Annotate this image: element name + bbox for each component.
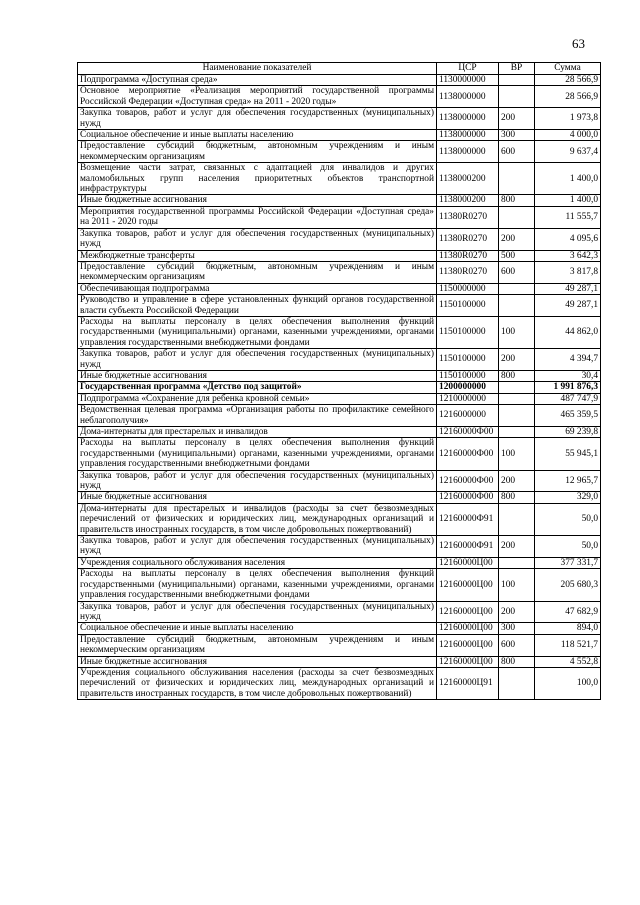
cell-sum: 4 000,0 [535, 130, 601, 141]
cell-sum: 1 400,0 [535, 163, 601, 195]
cell-vr [499, 86, 535, 108]
cell-sum: 894,0 [535, 623, 601, 634]
cell-sum: 4 095,6 [535, 228, 601, 250]
cell-sum: 205 680,3 [535, 569, 601, 601]
cell-sum: 50,0 [535, 503, 601, 535]
header-sum: Сумма [535, 63, 601, 75]
cell-name: Обеспечивающая подпрограмма [78, 283, 437, 294]
cell-sum: 1 400,0 [535, 195, 601, 206]
cell-name: Мероприятия государственной программы Российской Федерации «Доступная среда» на 2011 - 2020 годы [78, 206, 437, 228]
table-row [78, 261, 601, 283]
cell-name: Предоставление субсидий бюджетным, автономным учреждениям и иным некоммерческим организациям [78, 141, 437, 163]
table-row [78, 75, 601, 86]
table-row [78, 108, 601, 130]
cell-sum: 465 359,5 [535, 405, 601, 427]
cell-name: Иные бюджетные ассигнования [78, 656, 437, 667]
cell-name: Иные бюджетные ассигнования [78, 370, 437, 381]
cell-sum: 1 991 876,3 [535, 382, 601, 393]
cell-name: Предоставление субсидий бюджетным, автономным учреждениям и иным некоммерческим организациям [78, 634, 437, 656]
cell-csr: 12160000Ц00 [437, 656, 499, 667]
cell-csr: 12160000Ц91 [437, 667, 499, 699]
cell-vr: 100 [499, 316, 535, 348]
cell-vr: 800 [499, 656, 535, 667]
cell-vr: 500 [499, 250, 535, 261]
cell-csr: 1138000000 [437, 86, 499, 108]
cell-sum: 100,0 [535, 667, 601, 699]
cell-csr: 1200000000 [437, 382, 499, 393]
cell-name: Закупка товаров, работ и услуг для обеспечения государственных (муниципальных) нужд [78, 536, 437, 558]
table-row [78, 206, 601, 228]
cell-csr: 12160000Ф00 [437, 427, 499, 438]
cell-name: Иные бюджетные ассигнования [78, 492, 437, 503]
cell-vr [499, 557, 535, 568]
cell-csr: 1150100000 [437, 295, 499, 317]
table-body [78, 75, 601, 700]
cell-name: Основное мероприятие «Реализация мероприятий государственной программы Российской Федерации «Доступная среда» на 2011 - 2020 годы» [78, 86, 437, 108]
table-header-row [78, 63, 601, 75]
cell-name: Межбюджетные трансферты [78, 250, 437, 261]
cell-csr: 1138000200 [437, 163, 499, 195]
cell-name: Подпрограмма «Доступная среда» [78, 75, 437, 86]
cell-name: Социальное обеспечение и иные выплаты населению [78, 623, 437, 634]
table-row [78, 569, 601, 601]
cell-csr: 12160000Ц00 [437, 634, 499, 656]
cell-csr: 1150100000 [437, 349, 499, 371]
table-row [78, 601, 601, 623]
table-row [78, 405, 601, 427]
cell-csr: 12160000Ф00 [437, 438, 499, 470]
cell-vr: 300 [499, 623, 535, 634]
cell-sum: 30,4 [535, 370, 601, 381]
cell-vr: 600 [499, 261, 535, 283]
cell-vr [499, 206, 535, 228]
cell-csr: 11380R0270 [437, 228, 499, 250]
table-row [78, 427, 601, 438]
cell-name: Закупка товаров, работ и услуг для обеспечения государственных (муниципальных) нужд [78, 601, 437, 623]
cell-vr: 100 [499, 569, 535, 601]
cell-sum: 28 566,9 [535, 86, 601, 108]
table-row [78, 382, 601, 393]
cell-name: Учреждения социального обслуживания населения [78, 557, 437, 568]
cell-csr: 1138000000 [437, 108, 499, 130]
cell-vr: 200 [499, 601, 535, 623]
cell-csr: 12160000Ц00 [437, 623, 499, 634]
cell-csr: 12160000Ф00 [437, 470, 499, 492]
table-row [78, 130, 601, 141]
table-row [78, 141, 601, 163]
cell-name: Подпрограмма «Сохранение для ребенка кровной семьи» [78, 393, 437, 404]
cell-csr: 1150000000 [437, 283, 499, 294]
cell-vr [499, 295, 535, 317]
cell-vr [499, 503, 535, 535]
table-row [78, 86, 601, 108]
header-name: Наименование показателей [78, 63, 437, 75]
cell-name: Расходы на выплаты персоналу в целях обеспечения выполнения функций государственными (муниципальными) органами, казенными учреждениями, органами управления государственными внебюджетными фондами [78, 316, 437, 348]
table-row [78, 492, 601, 503]
cell-csr: 1138000200 [437, 195, 499, 206]
cell-sum: 4 394,7 [535, 349, 601, 371]
cell-sum: 4 552,8 [535, 656, 601, 667]
cell-sum: 487 747,9 [535, 393, 601, 404]
cell-vr [499, 382, 535, 393]
table-row [78, 370, 601, 381]
cell-csr: 1150100000 [437, 316, 499, 348]
cell-vr: 100 [499, 438, 535, 470]
table-row [78, 349, 601, 371]
table-row [78, 195, 601, 206]
cell-name: Предоставление субсидий бюджетным, автономным учреждениям и иным некоммерческим организациям [78, 261, 437, 283]
table-row [78, 295, 601, 317]
table-row [78, 393, 601, 404]
cell-name: Закупка товаров, работ и услуг для обеспечения государственных (муниципальных) нужд [78, 228, 437, 250]
table-row [78, 283, 601, 294]
cell-vr: 800 [499, 492, 535, 503]
table-row [78, 250, 601, 261]
table-row [78, 634, 601, 656]
cell-name: Учреждения социального обслуживания населения (расходы за счет безвозмездных перечислений от физических и юридических лиц, международных организаций и правительств иностранных государств, в том числе добровольных пожертвований) [78, 667, 437, 699]
cell-vr [499, 405, 535, 427]
cell-name: Закупка товаров, работ и услуг для обеспечения государственных (муниципальных) нужд [78, 108, 437, 130]
cell-vr [499, 283, 535, 294]
cell-vr: 600 [499, 634, 535, 656]
table-row [78, 557, 601, 568]
table-row [78, 228, 601, 250]
cell-name: Дома-интернаты для престарелых и инвалидов [78, 427, 437, 438]
cell-vr [499, 75, 535, 86]
table-row [78, 656, 601, 667]
cell-csr: 12160000Ф91 [437, 503, 499, 535]
cell-name: Возмещение части затрат, связанных с адаптацией для инвалидов и других маломобильных групп населения приоритетных объектов транспортной инфраструктуры [78, 163, 437, 195]
table-row [78, 503, 601, 535]
table-row [78, 438, 601, 470]
cell-vr [499, 163, 535, 195]
cell-name: Закупка товаров, работ и услуг для обеспечения государственных (муниципальных) нужд [78, 349, 437, 371]
cell-vr [499, 667, 535, 699]
budget-table [77, 62, 601, 700]
cell-name: Дома-интернаты для престарелых и инвалидов (расходы за счет безвозмездных перечислений от физических и юридических лиц, международных организаций и правительств иностранных государств, в том числе добровольных пожертвований) [78, 503, 437, 535]
cell-vr: 600 [499, 141, 535, 163]
cell-name: Социальное обеспечение и иные выплаты населению [78, 130, 437, 141]
cell-sum: 12 965,7 [535, 470, 601, 492]
cell-sum: 69 239,8 [535, 427, 601, 438]
cell-sum: 9 637,4 [535, 141, 601, 163]
cell-sum: 28 566,9 [535, 75, 601, 86]
cell-sum: 329,0 [535, 492, 601, 503]
cell-csr: 12160000Ц00 [437, 569, 499, 601]
cell-csr: 12160000Ц00 [437, 557, 499, 568]
cell-name: Иные бюджетные ассигнования [78, 195, 437, 206]
table-row [78, 470, 601, 492]
cell-vr: 200 [499, 470, 535, 492]
cell-sum: 11 555,7 [535, 206, 601, 228]
cell-sum: 3 642,3 [535, 250, 601, 261]
cell-csr: 12160000Ц00 [437, 601, 499, 623]
cell-sum: 47 682,9 [535, 601, 601, 623]
cell-sum: 1 973,8 [535, 108, 601, 130]
table-row [78, 316, 601, 348]
table-row [78, 623, 601, 634]
cell-vr: 800 [499, 195, 535, 206]
table-row [78, 536, 601, 558]
cell-name: Ведомственная целевая программа «Организация работы по профилактике семейного неблагополучия» [78, 405, 437, 427]
header-csr: ЦСР [437, 63, 499, 75]
cell-name: Государственная программа «Детство под защитой» [78, 382, 437, 393]
cell-vr: 200 [499, 108, 535, 130]
cell-name: Расходы на выплаты персоналу в целях обеспечения выполнения функций государственными (муниципальными) органами, казенными учреждениями, органами управления государственными внебюджетными фондами [78, 569, 437, 601]
cell-vr: 300 [499, 130, 535, 141]
cell-csr: 1210000000 [437, 393, 499, 404]
cell-vr: 800 [499, 370, 535, 381]
cell-sum: 3 817,8 [535, 261, 601, 283]
cell-vr [499, 393, 535, 404]
cell-csr: 1130000000 [437, 75, 499, 86]
page-number: 63 [572, 36, 585, 51]
cell-sum: 55 945,1 [535, 438, 601, 470]
cell-name: Закупка товаров, работ и услуг для обеспечения государственных (муниципальных) нужд [78, 470, 437, 492]
cell-sum: 49 287,1 [535, 283, 601, 294]
cell-csr: 1216000000 [437, 405, 499, 427]
cell-csr: 1138000000 [437, 141, 499, 163]
cell-sum: 377 331,7 [535, 557, 601, 568]
cell-vr: 200 [499, 228, 535, 250]
cell-sum: 49 287,1 [535, 295, 601, 317]
cell-csr: 1138000000 [437, 130, 499, 141]
cell-csr: 11380R0270 [437, 206, 499, 228]
cell-vr: 200 [499, 349, 535, 371]
cell-name: Руководство и управление в сфере установленных функций органов государственной власти субъекта Российской Федерации [78, 295, 437, 317]
cell-name: Расходы на выплаты персоналу в целях обеспечения выполнения функций государственными (муниципальными) органами, казенными учреждениями, органами управления государственными внебюджетными фондами [78, 438, 437, 470]
cell-csr: 12160000Ф00 [437, 492, 499, 503]
header-vr: ВР [499, 63, 535, 75]
cell-sum: 50,0 [535, 536, 601, 558]
table-row [78, 163, 601, 195]
cell-vr: 200 [499, 536, 535, 558]
cell-csr: 12160000Ф91 [437, 536, 499, 558]
cell-sum: 118 521,7 [535, 634, 601, 656]
cell-vr [499, 427, 535, 438]
table-row [78, 667, 601, 699]
cell-csr: 11380R0270 [437, 250, 499, 261]
cell-csr: 1150100000 [437, 370, 499, 381]
cell-sum: 44 862,0 [535, 316, 601, 348]
cell-csr: 11380R0270 [437, 261, 499, 283]
